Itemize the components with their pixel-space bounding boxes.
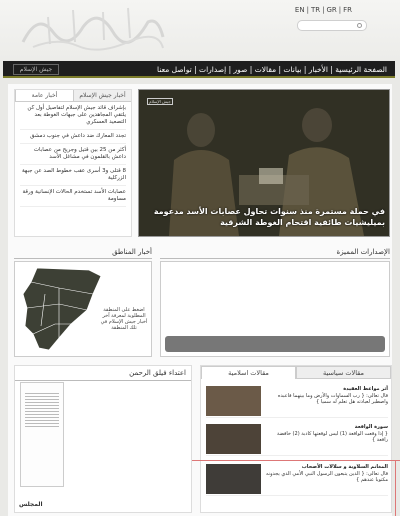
syria-map-icon[interactable]: [19, 264, 105, 356]
hero-caption[interactable]: في حملة مستمرة منذ سنوات تحاول عصابات الأسد مدعومة بميليشيات طائفية اقتحام الغوطة الشرقية: [153, 207, 385, 227]
article-item[interactable]: [206, 462, 388, 496]
search-icon[interactable]: [357, 23, 362, 28]
featured-bar[interactable]: [165, 336, 385, 352]
article-excerpt: قال تعالى: { الذين يتبعون الرسول النبي الأمي الذي يجدونه مكتوبا عندهم }: [266, 470, 388, 483]
statement-document-image[interactable]: [20, 382, 64, 487]
article-title[interactable]: سورة الواقعة: [354, 424, 388, 430]
article-thumbnail[interactable]: [206, 464, 261, 494]
news-item[interactable]: عصابات الأسد تستخدم الحالات الإنسانية ورقة مساومة: [20, 189, 126, 207]
featured-title: الإصدارات المميزة: [160, 248, 390, 259]
calligraphy-watermark: [18, 2, 168, 54]
lang-gr[interactable]: GR: [326, 6, 337, 14]
lang-fr[interactable]: FR: [343, 6, 352, 14]
news-list: [15, 102, 131, 213]
releases-title: اعتداء فيلق الرحمن: [15, 366, 191, 381]
article-thumbnail[interactable]: [206, 424, 261, 454]
lang-en[interactable]: EN: [294, 6, 305, 14]
news-item[interactable]: تجدد المعارك ضد داعش في جنوب دمشق: [20, 133, 126, 144]
hero-slider[interactable]: [138, 89, 390, 237]
search-input[interactable]: [297, 20, 367, 31]
article-item[interactable]: [206, 384, 388, 418]
article-text: [266, 386, 388, 406]
news-item[interactable]: أكثر من 25 بين قتيل وجريح من عصابات داعش بالقلمون في مشاغل الأسد: [20, 147, 126, 165]
map-instructions: اضغط على المنطقة المطلوبة لمعرفة آخر أخبار جيش الإسلام في تلك المنطقة: [100, 307, 148, 331]
regions-panel: [14, 248, 152, 358]
article-thumbnail[interactable]: [206, 386, 261, 416]
tab-general-news[interactable]: أخبار عامة: [15, 90, 73, 101]
featured-box: [160, 261, 390, 357]
language-switcher: EN | TR | GR | FR: [294, 6, 352, 14]
news-tabs: [15, 90, 131, 102]
article-item[interactable]: [206, 422, 388, 456]
document-text: [25, 393, 59, 429]
featured-releases-panel: [160, 248, 390, 358]
tab-political-articles[interactable]: مقالات سياسية: [296, 366, 391, 379]
article-text: [266, 464, 388, 484]
main-nav: [3, 61, 395, 78]
site-header: [0, 0, 400, 60]
article-excerpt: قال تعالى: { رب السماوات والأرض وما بينهما فاعبده واصطبر لعبادته هل تعلم له سميا }: [277, 392, 388, 405]
lang-tr[interactable]: TR: [310, 6, 321, 14]
article-text: [266, 424, 388, 444]
signature: المجلس: [19, 501, 43, 508]
article-title[interactable]: أثر مواعظ العقيدة: [343, 386, 388, 392]
annotation-line: [395, 460, 396, 516]
news-item[interactable]: 8 قتلى و3 أسرى عقب خطوط الصد عن جبهة الزركلية: [20, 168, 126, 186]
news-item[interactable]: بإشراف قائد جيش الإسلام لتفاصيل أول كن يلتقي المجاهدين على جبهات الغوطة بعد التصعيد العسكري: [20, 105, 126, 130]
hero-logo-badge: جيش الإسلام: [147, 98, 173, 105]
syria-map[interactable]: [14, 261, 152, 357]
regions-title: أخبار المناطق: [14, 248, 152, 259]
article-tabs: [201, 366, 391, 379]
nav-logo[interactable]: جيش الإسلام: [13, 64, 59, 75]
article-title[interactable]: المغانم السلاوية و سلالات الأصحاب: [301, 464, 388, 470]
tab-army-news[interactable]: أخبار جيش الإسلام: [73, 90, 131, 101]
articles-panel: [200, 365, 392, 513]
nav-menu[interactable]: الصفحة الرئيسية | الأخبار | بيانات | مقالات | صور | إصدارات | تواصل معنا: [157, 65, 387, 74]
article-excerpt: { إذا وقعت الواقعة (1) ليس لوقعتها كاذبة (2) خافضة رافعة }: [276, 430, 388, 443]
tab-islamic-articles[interactable]: مقالات اسلامية: [201, 366, 296, 379]
annotation-line: [192, 460, 400, 461]
releases-panel: [14, 365, 192, 513]
news-panel: [14, 89, 132, 237]
